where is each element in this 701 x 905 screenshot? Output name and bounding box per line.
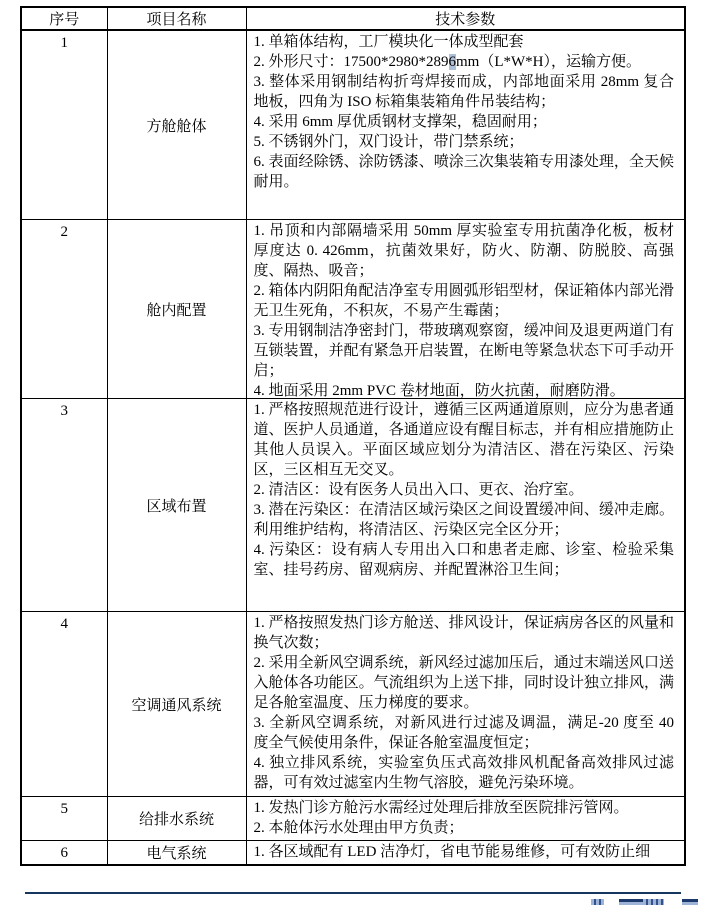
tech-params-cell [246, 612, 685, 797]
table-row-water-drainage-system [21, 797, 685, 841]
tech-param-item: 1. 单箱体结构，工厂模块化一体成型配套 [253, 34, 524, 50]
project-name-cell: 空调通风系统 [107, 612, 246, 797]
header-row [21, 7, 685, 30]
tech-param-item: 4. 采用 6mm 厚优质钢材支撑架，稳固耐用； [253, 114, 547, 130]
tech-param-item: 5. 不锈钢外门，双门设计，带门禁系统； [253, 134, 524, 150]
table-row-electrical-system [21, 841, 685, 866]
column-header-serial-number: 序号 [21, 7, 107, 30]
cropped-footer-text-fragment [619, 899, 646, 905]
project-name-cell: 方舱舱体 [107, 30, 246, 220]
tech-param-item: 4. 独立排风系统，实验室负压式高效排风机配备高效排风过滤器，可有效过滤室内生物气溶胶，避免污染环境。 [253, 755, 674, 791]
tech-param-item: 1. 吊顶和内部隔墙采用 50mm 厚实验室专用抗菌净化板，板材厚度达 0. 426mm，抗菌效果好，防火、防潮、防脱胶、高强度、隔热、吸音； [253, 223, 674, 279]
tech-param-item: 2. 清洁区：设有医务人员出入口、更衣、治疗室。 [253, 482, 584, 498]
tech-params-cell [246, 30, 685, 220]
technical-parameters-table [20, 6, 686, 866]
tech-param-item: 1. 各区域配有 LED 洁净灯，省电节能易维修，可有效防止细 [253, 844, 651, 859]
tech-param-item: 1. 发热门诊方舱污水需经过处理后排放至医院排污管网。 [253, 800, 629, 816]
tech-param-item: 3. 全新风空调系统，对新风进行过滤及调温，满足-20 度至 40 度全气候使用条件，保证各舱室温度恒定； [253, 715, 674, 751]
tech-param-item: 3. 潜在污染区：在清洁区域污染区之间设置缓冲间、缓冲走廊。利用维护结构，将清洁区、污染区完全区分开； [253, 502, 674, 538]
project-name-cell: 区域布置 [107, 399, 246, 612]
tech-param-item: 2. 本舱体污水处理由甲方负责； [253, 820, 464, 836]
tech-param-item: 6. 表面经除锈、涂防锈漆、喷涂三次集装箱专用漆处理，全天候耐用。 [253, 154, 674, 190]
tech-param-item: 1. 严格按照发热门诊方舱送、排风设计，保证病房各区的风量和换气次数； [253, 615, 674, 651]
tech-param-item: 4. 地面采用 2mm PVC 卷材地面，防火抗菌，耐磨防滑。 [253, 383, 625, 398]
cropped-footer-text-fragment [682, 899, 698, 905]
tech-param-item: 3. 专用钢制洁净密封门，带玻璃观察窗，缓冲间及退更两道门有互锁装置，并配有紧急开启装置，在断电等紧急状态下可手动开启； [253, 323, 674, 379]
project-name-cell: 电气系统 [107, 841, 246, 866]
param-text: 2. 外形尺寸：17500*2980*289 [253, 54, 449, 70]
tech-param-item: 2. 箱体内阴阳角配洁净室专用圆弧形铝型材，保证箱体内部光滑无卫生死角，不积灰，不易产生霉菌； [253, 283, 674, 319]
serial-number-cell: 1 [21, 30, 107, 220]
serial-number-cell: 4 [21, 612, 107, 797]
serial-number-cell: 3 [21, 399, 107, 612]
table-row-zone-layout [21, 399, 685, 612]
serial-number-cell: 6 [21, 841, 107, 866]
project-name-cell: 舱内配置 [107, 220, 246, 399]
tech-param-item: 1. 严格按照规范进行设计，遵循三区两通道原则，应分为患者通道、医护人员通道，各通道应设有醒目标志，并有相应措施防止其他人员误入。平面区域应划分为清洁区、潜在污染区、污染区，三区相互无交叉。 [253, 402, 674, 478]
project-name-cell: 给排水系统 [107, 797, 246, 841]
cropped-footer-text-fragment [591, 899, 604, 905]
tech-params-cell [246, 220, 685, 399]
highlighted-character: 6 [448, 54, 457, 70]
tech-params-cell [246, 841, 685, 866]
tech-param-item: 2. 采用全新风空调系统，新风经过滤加压后，通过末端送风口送入舱体各功能区。气流组织为上送下排，同时设计独立排风，满足各舱室温度、压力梯度的要求。 [253, 655, 674, 711]
tech-param-item: 4. 污染区：设有病人专用出入口和患者走廊、诊室、检验采集室、挂号药房、留观病房、并配置淋浴卫生间； [253, 542, 674, 578]
tech-params-cell [246, 399, 685, 612]
table-row-hvac-system [21, 612, 685, 797]
param-text: mm（L*W*H），运输方便。 [456, 54, 642, 70]
serial-number-cell: 5 [21, 797, 107, 841]
table-row-cabin-body [21, 30, 685, 220]
column-header-technical-parameters: 技术参数 [246, 7, 685, 30]
footer-divider-line [25, 892, 681, 894]
serial-number-cell: 2 [21, 220, 107, 399]
tech-params-cell [246, 797, 685, 841]
tech-param-item: 3. 整体采用钢制结构折弯焊接而成，内部地面采用 28mm 复合地板，四角为 ISO 标箱集装箱角件吊装结构； [253, 74, 674, 110]
column-header-project-name: 项目名称 [107, 7, 246, 30]
tech-param-item [254, 52, 675, 72]
cropped-footer-text-fragment [643, 899, 664, 905]
table-row-cabin-interior [21, 220, 685, 399]
